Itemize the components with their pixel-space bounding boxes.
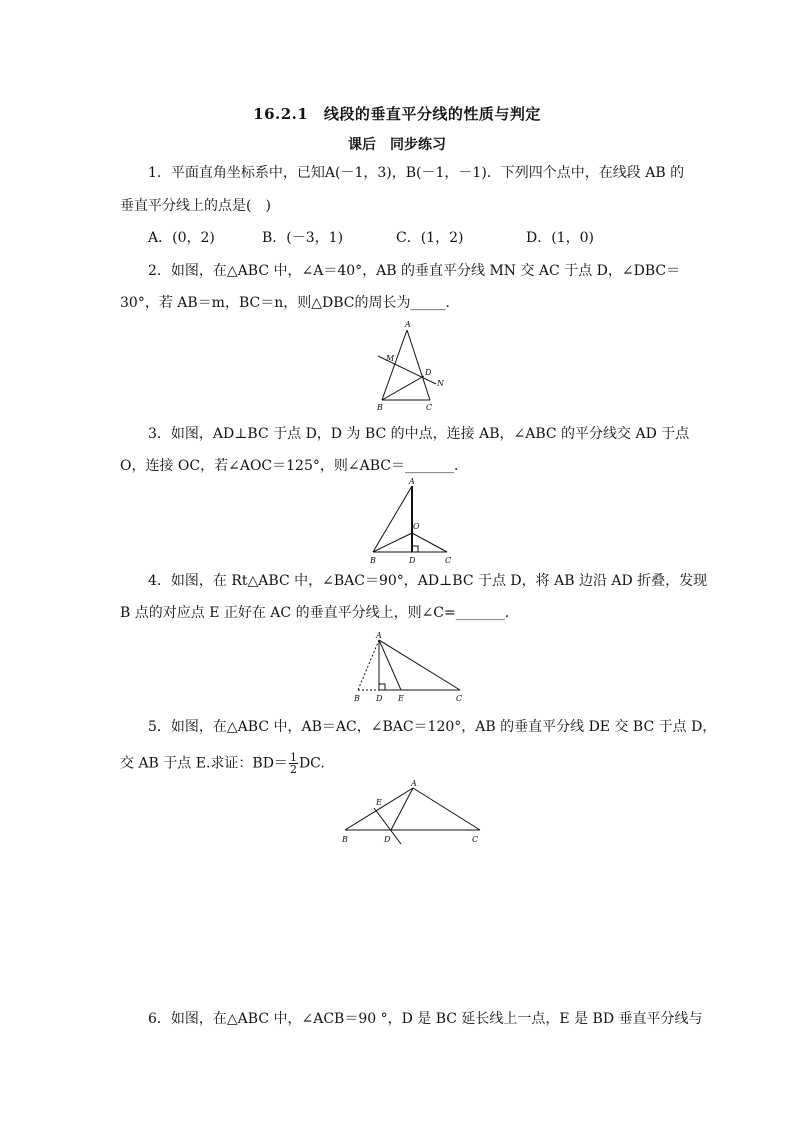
q5-figure — [335, 776, 485, 848]
q2-label-c: C — [426, 403, 433, 412]
q3-figure — [365, 478, 461, 568]
q4-label-e: E — [398, 694, 404, 703]
q1-option-c: C．(1，2) — [396, 230, 464, 246]
q1-option-b: B．(－3，1) — [262, 230, 344, 246]
q5-text-before-fraction: 交 AB 于点 E.求证：BD＝ — [120, 755, 288, 772]
q6-text-line-1: 6．如图，在△ABC 中，∠ACB＝90 °，D 是 BC 延长线上一点，E 是 BD 垂直平分线与 — [148, 1011, 703, 1027]
q2-figure — [370, 318, 450, 414]
q3-text-line-2: O，连接 OC，若∠AOC＝125°，则∠ABC＝_______． — [120, 458, 468, 474]
q5-label-d: D — [384, 835, 391, 844]
q5-text-line-2 — [120, 752, 325, 775]
q2-label-n: N — [437, 379, 444, 388]
q4-label-a: A — [376, 631, 382, 640]
q5-text-line-1: 5．如图，在△ABC 中，AB＝AC，∠BAC＝120°，AB 的垂直平分线 DE 交 BC 于点 D， — [148, 719, 717, 735]
q2-text-line-1: 2．如图，在△ABC 中，∠A＝40°，AB 的垂直平分线 MN 交 AC 于点 D，∠DBC＝ — [148, 263, 681, 279]
q1-text-line-2: 垂直平分线上的点是( ) — [120, 198, 271, 214]
q3-label-d: D — [409, 556, 416, 565]
q5-label-b: B — [342, 835, 348, 844]
q5-fraction — [289, 752, 298, 775]
q4-text-line-1: 4．如图，在 Rt△ABC 中，∠BAC＝90°，AD⊥BC 于点 D，将 AB 边沿 AD 折叠，发现 — [148, 573, 708, 589]
q2-label-d: D — [425, 368, 432, 377]
q3-label-c: C — [445, 556, 452, 565]
q2-label-m: M — [386, 354, 395, 363]
q4-label-c: C — [456, 694, 463, 703]
q5-fraction-numerator: 1 — [289, 751, 297, 764]
q2-label-a: A — [405, 320, 411, 329]
q3-label-a: A — [409, 477, 415, 486]
q2-text-line-2: 30°，若 AB＝m，BC＝n，则△DBC的周长为_____． — [120, 295, 460, 311]
q5-label-a: A — [411, 779, 417, 788]
page-subtitle: 课后 同步练习 — [348, 137, 446, 153]
q3-text-line-1: 3．如图，AD⊥BC 于点 D，D 为 BC 的中点，连接 AB，∠ABC 的平分线交 AD 于点 — [148, 426, 690, 442]
q2-label-b: B — [377, 403, 383, 412]
page-title: 16.2.1 线段的垂直平分线的性质与判定 — [253, 105, 541, 123]
q1-text-line-1: 1．平面直角坐标系中，已知A(－1，3)，B(－1，－1)．下列四个点中，在线段 AB 的 — [148, 165, 685, 181]
q1-option-d: D．(1，0) — [526, 230, 594, 246]
q4-text-line-2: B 点的对应点 E 正好在 AC 的垂直平分线上，则∠C=_______． — [120, 605, 519, 621]
q5-label-e: E — [376, 798, 382, 807]
q4-label-b: B — [354, 694, 360, 703]
q4-label-d: D — [376, 694, 383, 703]
q3-label-b: B — [370, 556, 376, 565]
q4-figure — [350, 628, 470, 708]
q5-fraction-denominator: 2 — [289, 763, 297, 776]
q3-label-o: O — [413, 522, 420, 531]
q5-text-after-fraction: DC. — [298, 755, 325, 772]
q1-option-a: A．(0，2) — [148, 230, 215, 246]
q5-label-c: C — [472, 835, 479, 844]
